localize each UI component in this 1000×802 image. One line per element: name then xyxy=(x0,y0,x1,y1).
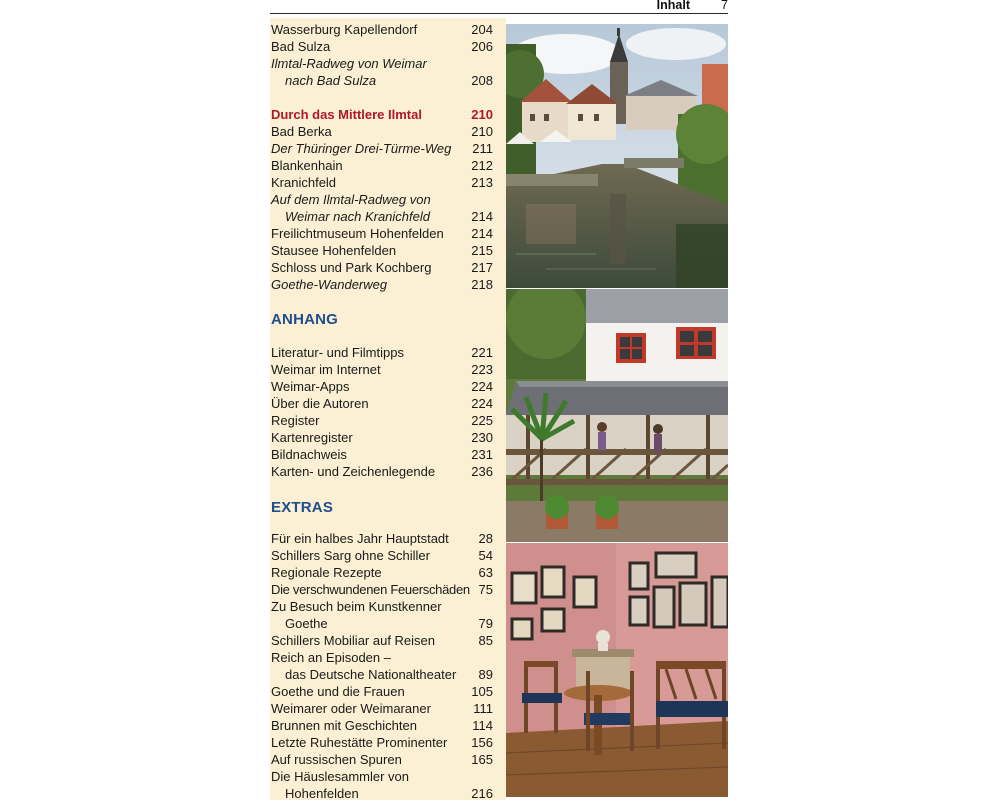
toc-entry[interactable] xyxy=(271,225,493,242)
toc-entry-title: Goethe xyxy=(285,616,328,631)
toc-entry-title: Ilmtal-Radweg von Weimar xyxy=(271,56,427,71)
toc-entry-title: Die Häuslesammler von xyxy=(271,769,409,784)
toc-entry-title: Letzte Ruhestätte Prominenter xyxy=(271,735,448,750)
toc-entry-title: Weimarer oder Weimaraner xyxy=(271,701,431,716)
toc-entry[interactable] xyxy=(271,632,493,649)
toc-entry[interactable] xyxy=(271,21,493,38)
toc-entry[interactable] xyxy=(271,140,493,157)
toc-entry-title: Auf russischen Spuren xyxy=(271,752,402,767)
toc-entry-title: Über die Autoren xyxy=(271,396,369,411)
toc-entry-title: Goethe-Wanderweg xyxy=(271,277,388,292)
toc-entry[interactable] xyxy=(271,751,493,768)
toc-subsection-heading[interactable] xyxy=(271,106,493,123)
toc-entry[interactable] xyxy=(271,344,493,361)
toc-entry-page: 221 xyxy=(471,345,493,360)
toc-entry-title: Karten- und Zeichenlegende xyxy=(271,464,436,479)
toc-entry-page: 79 xyxy=(478,616,493,631)
toc-entry-title: Kranichfeld xyxy=(271,175,337,190)
toc-entry[interactable] xyxy=(271,191,493,208)
toc-entry-page: 63 xyxy=(478,565,493,580)
toc-entry-title: Hohenfelden xyxy=(285,786,359,801)
toc-entry-title: Register xyxy=(271,413,320,428)
toc-entry-page: 214 xyxy=(471,226,493,241)
toc-entry-page: 211 xyxy=(472,141,493,156)
header-rule xyxy=(270,13,728,14)
toc-entry[interactable] xyxy=(271,683,493,700)
toc-entry-page: 89 xyxy=(478,667,493,682)
toc-entry-title: Brunnen mit Geschichten xyxy=(271,718,417,733)
toc-entry-page: 217 xyxy=(471,260,493,275)
photo-covered-bridge xyxy=(506,289,728,542)
toc-entry-title: Bad Sulza xyxy=(271,39,331,54)
toc-entry-page: 204 xyxy=(471,22,493,37)
toc-entry-title: Kartenregister xyxy=(271,430,353,445)
toc-entry-page: 54 xyxy=(478,548,493,563)
toc-entry-title: Weimar nach Kranichfeld xyxy=(285,209,430,224)
toc-entry[interactable] xyxy=(271,700,493,717)
toc-entry-title: Der Thüringer Drei-Türme-Weg xyxy=(271,141,452,156)
toc-entry[interactable] xyxy=(271,276,493,293)
toc-entry-title: Für ein halbes Jahr Hauptstadt xyxy=(271,531,449,546)
toc-entry[interactable] xyxy=(271,734,493,751)
toc-entry[interactable] xyxy=(271,38,493,55)
toc-entry-page: 224 xyxy=(471,396,493,411)
toc-entry[interactable] xyxy=(271,157,493,174)
toc-entry-title: Literatur- und Filmtipps xyxy=(271,345,404,360)
toc-entry-page: 230 xyxy=(471,430,493,445)
toc-entry-title: Schillers Sarg ohne Schiller xyxy=(271,548,430,563)
section-heading-anhang: ANHANG xyxy=(271,311,339,328)
toc-entry[interactable] xyxy=(271,598,493,615)
toc-entry[interactable] xyxy=(271,259,493,276)
toc-entry-page: 224 xyxy=(471,379,493,394)
toc-entry-title: Auf dem Ilmtal-Radweg von xyxy=(271,192,431,207)
toc-entry-page: 111 xyxy=(473,701,493,716)
toc-entry-page: 114 xyxy=(472,718,493,733)
toc-entry-title: Reich an Episoden – xyxy=(271,650,391,665)
toc-entry[interactable] xyxy=(271,564,493,581)
toc-entry-title: das Deutsche Nationaltheater xyxy=(285,667,457,682)
toc-entry[interactable] xyxy=(271,55,493,72)
toc-entry[interactable] xyxy=(271,123,493,140)
toc-entry-page: 215 xyxy=(471,243,493,258)
toc-entry-page: 231 xyxy=(471,447,493,462)
running-header-label: Inhalt xyxy=(656,0,690,12)
toc-entry-page: 28 xyxy=(478,531,493,546)
toc-entry-page: 165 xyxy=(471,752,493,767)
toc-entry-title: Wasserburg Kapellendorf xyxy=(271,22,418,37)
toc-entry-title: Die verschwundenen Feuerschäden xyxy=(271,582,470,597)
toc-entry-title: Blankenhain xyxy=(271,158,343,173)
toc-entry[interactable] xyxy=(271,463,493,480)
toc-entry-continuation[interactable] xyxy=(271,615,493,632)
toc-entry-page: 218 xyxy=(471,277,493,292)
toc-entry-title: Freilichtmuseum Hohenfelden xyxy=(271,226,444,241)
toc-entry[interactable] xyxy=(271,446,493,463)
toc-entry[interactable] xyxy=(271,649,493,666)
toc-entry-page: 216 xyxy=(471,786,493,801)
toc-entry-page: 236 xyxy=(471,464,493,479)
toc-entry-page: 206 xyxy=(471,39,493,54)
toc-entry[interactable] xyxy=(271,361,493,378)
section-heading-extras: EXTRAS xyxy=(271,499,334,516)
toc-entry[interactable] xyxy=(271,717,493,734)
toc-entry-page: 212 xyxy=(471,158,493,173)
toc-entry[interactable] xyxy=(271,581,493,598)
toc-entry-title: Bildnachweis xyxy=(271,447,347,462)
toc-entry-title: Schillers Mobiliar auf Reisen xyxy=(271,633,436,648)
toc-entry-title: Bad Berka xyxy=(271,124,332,139)
toc-entry[interactable] xyxy=(271,768,493,785)
toc-entry[interactable] xyxy=(271,174,493,191)
photo-interior-room xyxy=(506,543,728,797)
toc-entry-title: nach Bad Sulza xyxy=(285,73,377,88)
toc-entry-page: 225 xyxy=(471,413,493,428)
toc-entry-page: 223 xyxy=(471,362,493,377)
toc-entry-title: Weimar im Internet xyxy=(271,362,381,377)
toc-entry-title: Stausee Hohenfelden xyxy=(271,243,397,258)
toc-entry[interactable] xyxy=(271,412,493,429)
toc-entry[interactable] xyxy=(271,395,493,412)
toc-entry[interactable] xyxy=(271,547,493,564)
toc-entry-continuation[interactable] xyxy=(271,666,493,683)
toc-entry[interactable] xyxy=(271,530,493,547)
toc-entry[interactable] xyxy=(271,429,493,446)
toc-entry-page: 210 xyxy=(471,124,493,139)
toc-entry-continuation[interactable] xyxy=(271,72,493,89)
toc-entry-continuation[interactable] xyxy=(271,208,493,225)
toc-entry-title: Schloss und Park Kochberg xyxy=(271,260,432,275)
toc-entry-title: Zu Besuch beim Kunstkenner xyxy=(271,599,442,614)
toc-entry-title: Regionale Rezepte xyxy=(271,565,382,580)
toc-entry-page: 213 xyxy=(471,175,493,190)
toc-entry-page: 105 xyxy=(471,684,493,699)
toc-entry-continuation[interactable] xyxy=(271,785,493,802)
toc-entry-title: Weimar-Apps xyxy=(271,379,350,394)
toc-entry-page: 156 xyxy=(471,735,493,750)
page-number: 7 xyxy=(721,0,728,12)
toc-entry-page: 75 xyxy=(478,582,493,597)
toc-entry[interactable] xyxy=(271,378,493,395)
toc-entry-title: Goethe und die Frauen xyxy=(271,684,405,699)
toc-entry-page: 85 xyxy=(478,633,493,648)
toc-subsection-title: Durch das Mittlere Ilmtal xyxy=(271,107,422,122)
toc-entry-page: 208 xyxy=(471,73,493,88)
toc-entry-page: 214 xyxy=(471,209,493,224)
toc-entry-page: 210 xyxy=(471,107,493,122)
photo-town-canal xyxy=(506,24,728,288)
toc-entry[interactable] xyxy=(271,242,493,259)
